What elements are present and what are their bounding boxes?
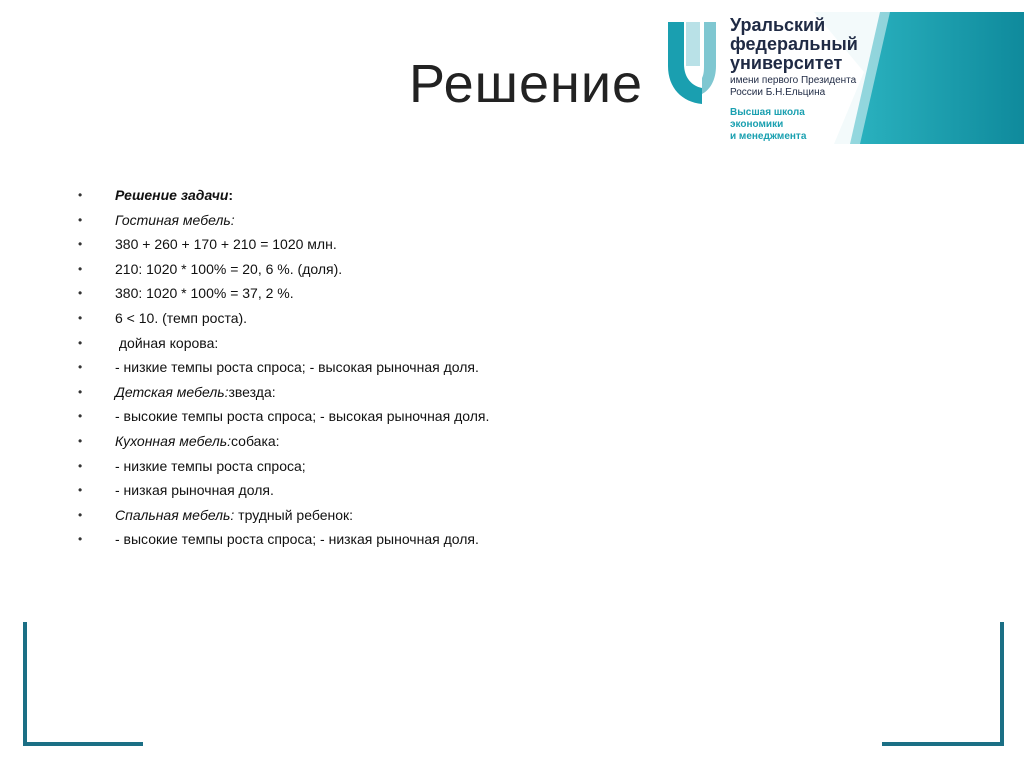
logo-school-1: Высшая школа: [730, 107, 805, 118]
list-item: [78, 429, 778, 454]
list-item: [78, 306, 778, 331]
logo-line-2: федеральный: [730, 34, 858, 54]
item-text: - высокие темпы роста спроса; - высокая рыночная доля.: [115, 408, 490, 425]
university-logo: [664, 12, 1024, 144]
list-item: [78, 257, 778, 282]
item-text: Кухонная мебель:: [115, 432, 232, 449]
item-text: - высокие темпы роста спроса; - низкая рыночная доля.: [115, 531, 479, 548]
logo-school-2: экономики: [730, 119, 784, 130]
logo-school-3: и менеджмента: [730, 131, 807, 142]
list-item: [78, 331, 778, 356]
bullet-icon: •: [78, 360, 83, 375]
list-item: [78, 478, 778, 503]
logo-text-block: [730, 16, 858, 143]
list-item: [78, 503, 778, 528]
item-text: Решение задачи: [115, 187, 229, 203]
item-text-suffix: :: [228, 187, 234, 203]
list-item: [78, 183, 778, 208]
list-item: [78, 208, 778, 233]
bullet-icon: •: [78, 212, 83, 227]
item-text: 380: 1020 * 100% = 37, 2 %.: [115, 285, 294, 302]
bullet-icon: •: [78, 237, 83, 252]
logo-line-1: Уральский: [730, 15, 826, 35]
item-text: Гостиная мебель:: [115, 211, 235, 228]
corner-bracket-left: [23, 622, 143, 746]
bullet-icon: •: [78, 409, 83, 424]
logo-subtitle-1: имени первого Президента: [730, 75, 857, 86]
item-text: - низкая рыночная доля.: [115, 482, 274, 499]
bullet-icon: •: [78, 261, 83, 276]
item-text: 6 < 10. (темп роста).: [115, 309, 248, 326]
item-text-suffix: трудный ребенок:: [234, 506, 354, 523]
list-item: [78, 454, 778, 479]
logo-line-3: университет: [730, 53, 843, 73]
bullet-icon: •: [78, 384, 83, 399]
list-item: [78, 404, 778, 429]
bullet-icon: •: [78, 286, 83, 301]
bullet-icon: •: [78, 188, 83, 202]
bullet-icon: •: [78, 310, 83, 325]
bullet-icon: •: [78, 433, 83, 448]
bullet-icon: •: [78, 532, 83, 547]
list-item: [78, 355, 778, 380]
item-text: Детская мебель:: [115, 383, 229, 400]
bullet-icon: •: [78, 483, 83, 498]
slide-title: Решение: [409, 54, 644, 114]
item-text: - низкие темпы роста спроса;: [115, 457, 306, 474]
item-text: - низкие темпы роста спроса; - высокая рыночная доля.: [115, 359, 479, 376]
bullet-icon: •: [78, 335, 83, 350]
corner-bracket-right: [882, 622, 1004, 746]
item-text: 210: 1020 * 100% = 20, 6 %. (доля).: [115, 260, 343, 277]
list-item: [78, 527, 778, 552]
ural-u-logo-icon: [664, 18, 722, 106]
item-text: Спальная мебель:: [115, 506, 235, 523]
item-text-suffix: звезда:: [228, 383, 276, 400]
item-text-suffix: собака:: [231, 432, 280, 449]
item-text: дойная корова:: [115, 334, 219, 351]
list-item: [78, 232, 778, 257]
bullet-icon: •: [78, 507, 83, 522]
bullet-icon: •: [78, 458, 83, 473]
list-item: [78, 380, 778, 405]
list-item: [78, 281, 778, 306]
logo-subtitle-2: России Б.Н.Ельцина: [730, 87, 826, 98]
solution-bullet-list: [78, 183, 778, 552]
item-text: 380 + 260 + 170 + 210 = 1020 млн.: [115, 236, 337, 253]
